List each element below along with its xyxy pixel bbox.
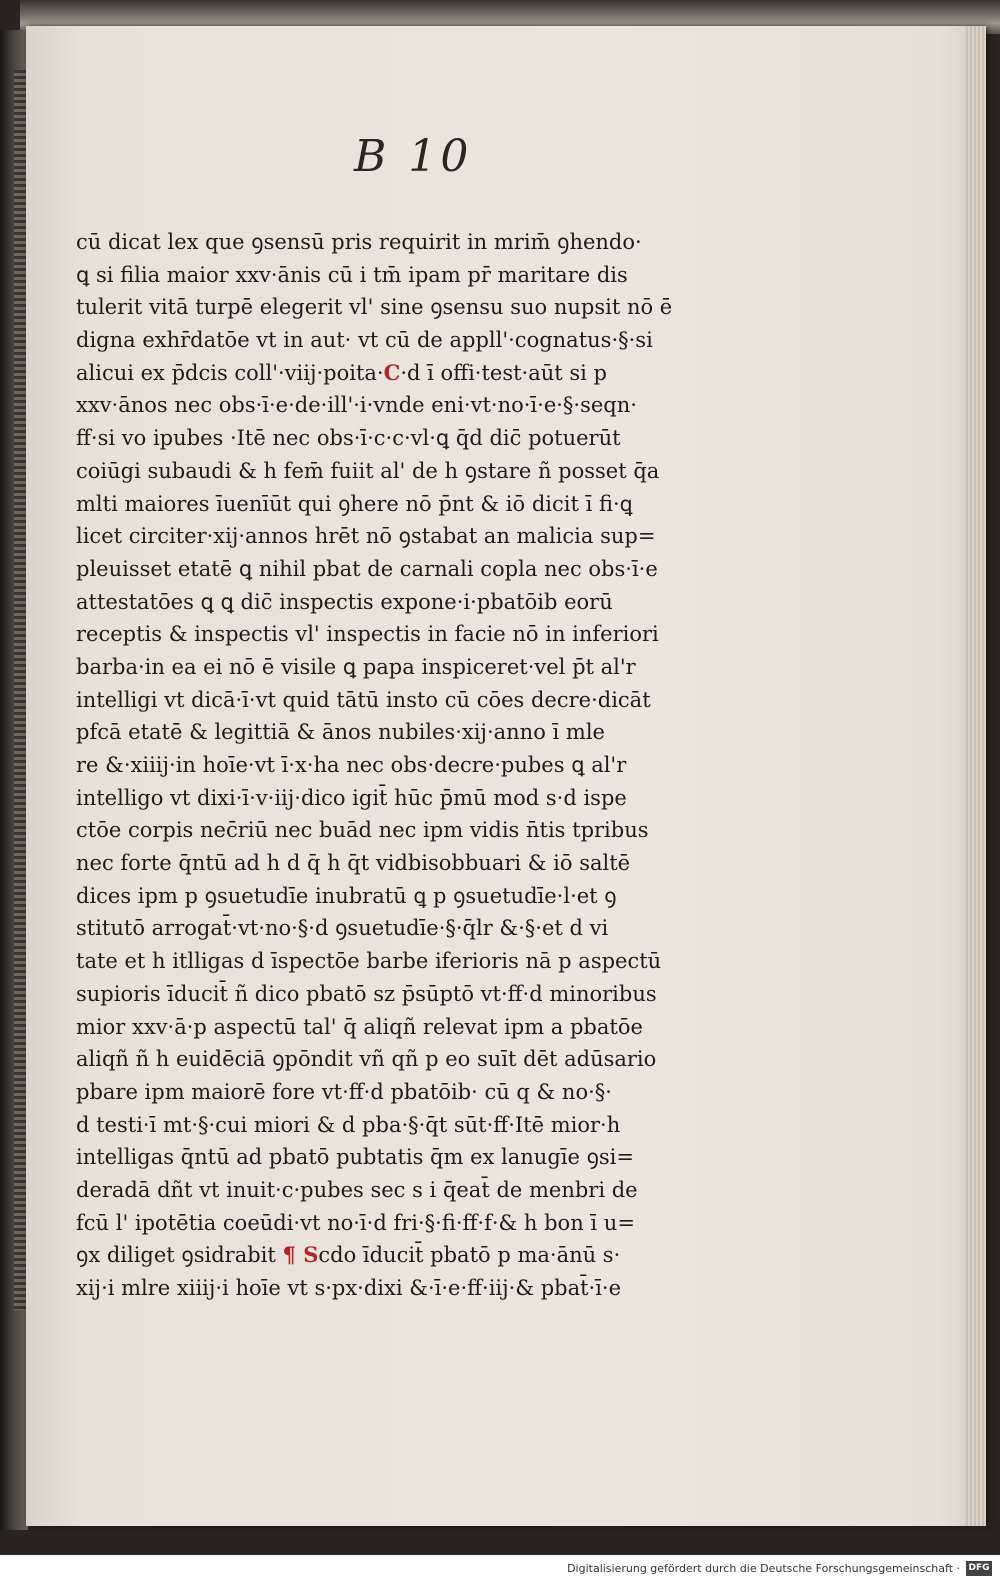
text-line-segment: ·d ī offi·test·aūt si p xyxy=(400,360,607,385)
text-line: barba·in ea ei nō ē visile ꝗ papa inspiceret·vel p̄t al'r xyxy=(76,654,636,679)
text-line: pfcā etatē & legittiā & ānos nubiles·xij·anno ī mle xyxy=(76,720,605,745)
text-line: ctōe corpis nec̄riū nec buād nec ipm vidis n̄tis tpribus xyxy=(76,818,649,843)
text-line-segment: ꝯx diliget ꝯsidrabit xyxy=(76,1243,276,1268)
text-line: deradā dñt vt inuit·c·pubes sec s i q̄eat̄ de menbri de xyxy=(76,1177,638,1202)
text-line: mior xxv·ā·p aspectū tal' q̄ aliqñ relevat ipm a pbatōe xyxy=(76,1014,643,1039)
book-page xyxy=(26,26,986,1526)
dfg-logo: DFG xyxy=(966,1561,992,1576)
text-line: d testi·ī mt·§·cui miori & d pba·§·q̄t sūt·ff·Itē mior·h xyxy=(76,1112,621,1137)
folio-mark: B 10 xyxy=(354,131,473,182)
text-block xyxy=(76,226,676,1305)
text-line-segment: alicui ex p̄dcis coll'·viij·poita· xyxy=(76,360,384,385)
funding-credit: Digitalisierung gefördert durch die Deutsche Forschungsgemeinschaft · xyxy=(567,1562,960,1575)
text-line: intelligas q̄ntū ad pbatō pubtatis q̄m ex lanugīe ꝯsi= xyxy=(76,1145,634,1170)
text-line xyxy=(76,357,676,390)
text-line xyxy=(76,1239,676,1272)
text-line: xxv·ānos nec obs·ī·e·de·ill'·i·vnde eni·vt·no·ī·e·§·seqn· xyxy=(76,393,637,418)
text-line-segment: cdo īducit̄ pbatō p ma·ānū s· xyxy=(318,1243,621,1268)
text-line: dices ipm p ꝯsuetudīe inubratū ꝗ p ꝯsuetudīe·l·et ꝯ xyxy=(76,883,617,908)
page-fore-edge xyxy=(964,26,986,1526)
text-line: fcū l' ipotētia coeūdi·vt no·ī·d fri·§·fi·ff·f·& h bon ī u= xyxy=(76,1210,635,1235)
text-line: intelligi vt dicā·ī·vt quid tātū insto cū cōes decre·dicāt xyxy=(76,687,651,712)
text-line: tate et h itlligas d īspectōe barbe iferioris nā p aspectū xyxy=(76,949,662,974)
text-line: coiūgi subaudi & h fem̄ fuiit al' de h ꝯstare ñ posset q̄a xyxy=(76,458,660,483)
text-line: licet circiter·xij·annos hrēt nō ꝯstabat an malicia sup= xyxy=(76,524,656,549)
text-line: mlti maiores īuenīūt qui ꝯhere nō p̄nt & iō dicit ī fi·ꝗ xyxy=(76,491,633,516)
text-line: xij·i mlre xiiij·i hoīe vt s·px·dixi &·ī·e·ff·iij·& pbat̄·ī·e xyxy=(76,1276,622,1300)
text-line: ꝗ si filia maior xxv·ānis cū i tm̄ ipam pr̄ maritare dis xyxy=(76,262,628,287)
text-line: digna exhr̄datōe vt in aut· vt cū de appll'·cognatus·§·si xyxy=(76,328,653,353)
text-line: intelligo vt dixi·ī·v·iij·dico igit̄ hūc p̄mū mod s·d ispe xyxy=(76,785,627,810)
text-line: tulerit vitā turpē elegerit vl' sine ꝯsensu suo nupsit nō ē xyxy=(76,295,673,320)
rubric-initial: C xyxy=(383,359,401,385)
text-line: cū dicat lex que ꝯsensū pris requirit in mrim̄ ꝯhendo· xyxy=(76,230,642,254)
text-line: supioris īducit̄ ñ dico pbatō sz p̄sūptō vt·ff·d minoribus xyxy=(76,981,657,1006)
text-line: re &·xiiij·in hoīe·vt ī·x·ha nec obs·decre·pubes ꝗ al'r xyxy=(76,753,627,777)
text-line: stitutō arrogat̄·vt·no·§·d ꝯsuetudīe·§·q̄lr &·§·et d vi xyxy=(76,916,609,941)
rubric-paragraph-mark: ¶ S xyxy=(282,1242,319,1268)
text-line: pleuisset etatē ꝗ nihil pbat de carnali copla nec obs·ī·e xyxy=(76,556,658,581)
text-line: ff·si vo ipubes ·Itē nec obs·ī·c·c·vl·ꝗ q̄d dic̄ potuerūt xyxy=(76,426,621,451)
text-line: attestatōes ꝗ ꝗ dic̄ inspectis expone·i·pbatōib eorū xyxy=(76,589,613,614)
text-line: nec forte q̄ntū ad h d q̄ h q̄t vidbisobbuari & iō saltē xyxy=(76,851,631,876)
text-line: aliqñ ñ h euidēciā ꝯpōndit vñ qñ p eo suīt dēt adūsario xyxy=(76,1047,657,1072)
text-line: receptis & inspectis vl' inspectis in facie nō in inferiori xyxy=(76,622,659,647)
text-line: pbare ipm maiorē fore vt·ff·d pbatōib· cū q & no·§· xyxy=(76,1079,612,1104)
footer-bar xyxy=(0,1555,1000,1583)
